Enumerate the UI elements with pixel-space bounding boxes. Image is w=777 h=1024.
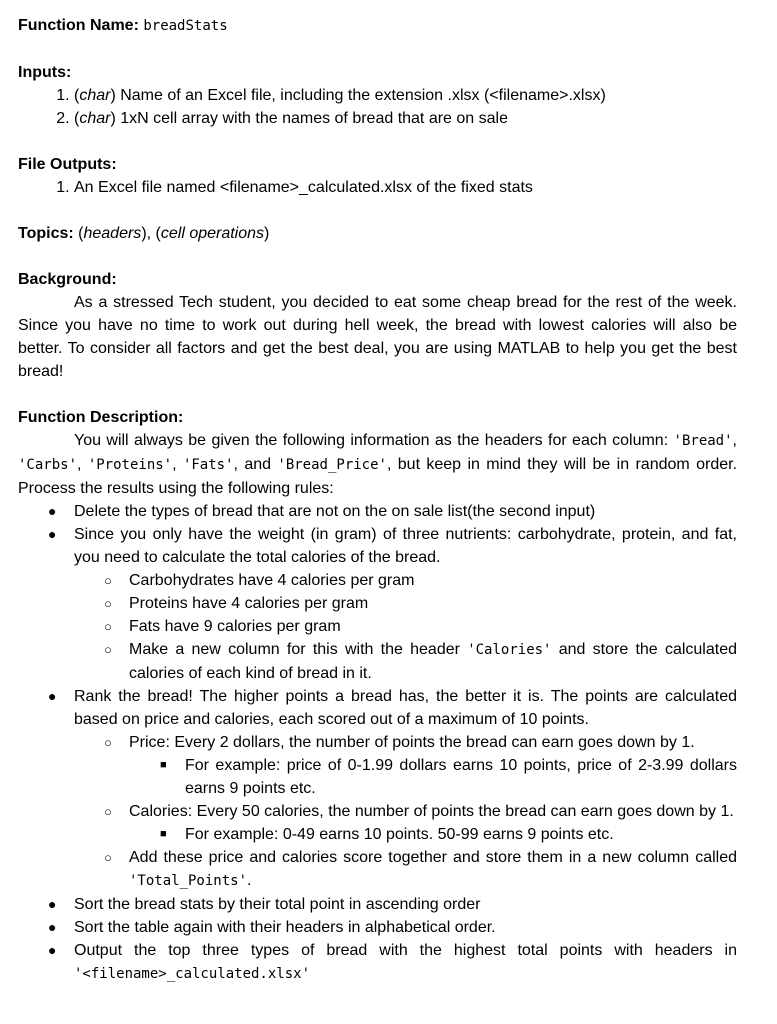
rule-total-points: ○ Add these price and calories score together and store them in a new column called 'Total_Points'. xyxy=(18,846,737,893)
rules-list xyxy=(18,500,737,986)
bullet-square-icon: ■ xyxy=(160,828,167,840)
rule-price-example: ■ For example: price of 0-1.99 dollars earns 10 points, price of 2-3.99 dollars earns 9 points etc. xyxy=(18,754,737,800)
function-name-label: Function Name: xyxy=(18,17,139,34)
bullet-disc-icon: ● xyxy=(48,942,57,958)
rule-delete: ● Delete the types of bread that are not on the on sale list(the second input) xyxy=(18,500,737,523)
rule-fats: ○ Fats have 9 calories per gram xyxy=(18,615,737,638)
function-name-section xyxy=(18,14,737,38)
header-bread-price: 'Bread_Price' xyxy=(277,457,387,473)
bullet-disc-icon: ● xyxy=(48,688,57,704)
topics-section: Topics: (headers), (cell operations) xyxy=(18,225,270,242)
bullet-disc-icon: ● xyxy=(48,526,57,542)
file-output-item-1: 1. An Excel file named <filename>_calculated.xlsx of the fixed stats xyxy=(74,176,737,199)
input-item-1: 1. (char) Name of an Excel file, including the extension .xlsx (<filename>.xlsx) xyxy=(74,84,737,107)
bullet-circle-icon: ○ xyxy=(104,804,112,819)
input-type: char xyxy=(79,110,111,127)
rule-calories-column: ○ Make a new column for this with the header 'Calories' and store the calculated calories of each kind of bread in it. xyxy=(18,638,737,685)
background-heading: Background: xyxy=(18,271,117,288)
rule-calories: ● Since you only have the weight (in gram) of three nutrients: carbohydrate, protein, and fat, you need to calculate the total calories of the bread. xyxy=(18,523,737,569)
rule-price: ○ Price: Every 2 dollars, the number of points the bread can earn goes down by 1. xyxy=(18,731,737,754)
rule-proteins: ○ Proteins have 4 calories per gram xyxy=(18,592,737,615)
rule-calories-example: ■ For example: 0-49 earns 10 points. 50-99 earns 9 points etc. xyxy=(18,823,737,846)
background-section xyxy=(18,268,737,383)
header-fats: 'Fats' xyxy=(182,457,234,473)
bullet-disc-icon: ● xyxy=(48,896,57,912)
file-outputs-section xyxy=(18,153,737,199)
file-outputs-heading: File Outputs: xyxy=(18,156,117,173)
input-type: char xyxy=(79,87,111,104)
bullet-disc-icon: ● xyxy=(48,919,57,935)
rule-output: ● Output the top three types of bread with the highest total points with headers in '<filename>_calculated.xlsx' xyxy=(18,939,737,986)
rule-rank: ● Rank the bread! The higher points a bread has, the better it is. The points are calculated based on price and calories, each scored out of a maximum of 10 points. xyxy=(18,685,737,731)
bullet-square-icon: ■ xyxy=(160,759,167,771)
bullet-circle-icon: ○ xyxy=(104,596,112,611)
function-name-value: breadStats xyxy=(143,18,228,34)
output-filename-code: '<filename>_calculated.xlsx' xyxy=(74,966,311,982)
header-carbs: 'Carbs' xyxy=(18,457,78,473)
bullet-disc-icon: ● xyxy=(48,503,57,519)
topic-headers: headers xyxy=(83,225,142,242)
calories-header-code: 'Calories' xyxy=(467,642,552,658)
bullet-circle-icon: ○ xyxy=(104,735,112,750)
bullet-circle-icon: ○ xyxy=(104,619,112,634)
rule-sort-headers: ● Sort the table again with their headers in alphabetical order. xyxy=(18,916,737,939)
bullet-circle-icon: ○ xyxy=(104,573,112,588)
function-description-intro: You will always be given the following information as the headers for each column: 'Bread', 'Carbs', 'Proteins', 'Fats', and 'Bread_Price', but keep in mind they will be in random order. Process the results using the following rules: xyxy=(18,432,738,497)
topic-cell-operations: cell operations xyxy=(160,225,265,242)
bullet-circle-icon: ○ xyxy=(104,850,112,865)
rule-calories-points: ○ Calories: Every 50 calories, the number of points the bread can earn goes down by 1. xyxy=(18,800,737,823)
header-bread: 'Bread' xyxy=(673,433,733,449)
inputs-heading: Inputs: xyxy=(18,64,72,81)
total-points-code: 'Total_Points' xyxy=(129,873,248,889)
function-description-heading: Function Description: xyxy=(18,409,184,426)
header-proteins: 'Proteins' xyxy=(87,457,173,473)
function-description-section xyxy=(18,406,737,986)
inputs-section xyxy=(18,61,737,130)
file-outputs-list xyxy=(18,176,737,199)
input-item-2: 2. (char) 1xN cell array with the names of bread that are on sale xyxy=(74,107,737,130)
topics-heading: Topics: xyxy=(18,225,74,242)
rule-sort-points: ● Sort the bread stats by their total point in ascending order xyxy=(18,893,737,916)
rule-carbs: ○ Carbohydrates have 4 calories per gram xyxy=(18,569,737,592)
bullet-circle-icon: ○ xyxy=(104,642,112,657)
inputs-list xyxy=(18,84,737,130)
background-paragraph: As a stressed Tech student, you decided to eat some cheap bread for the rest of the week. Since you have no time to work out during hell week, the bread with lowest calories will also be better. To consider all factors and get the best deal, you are using MATLAB to help you get the best bread! xyxy=(18,294,737,380)
